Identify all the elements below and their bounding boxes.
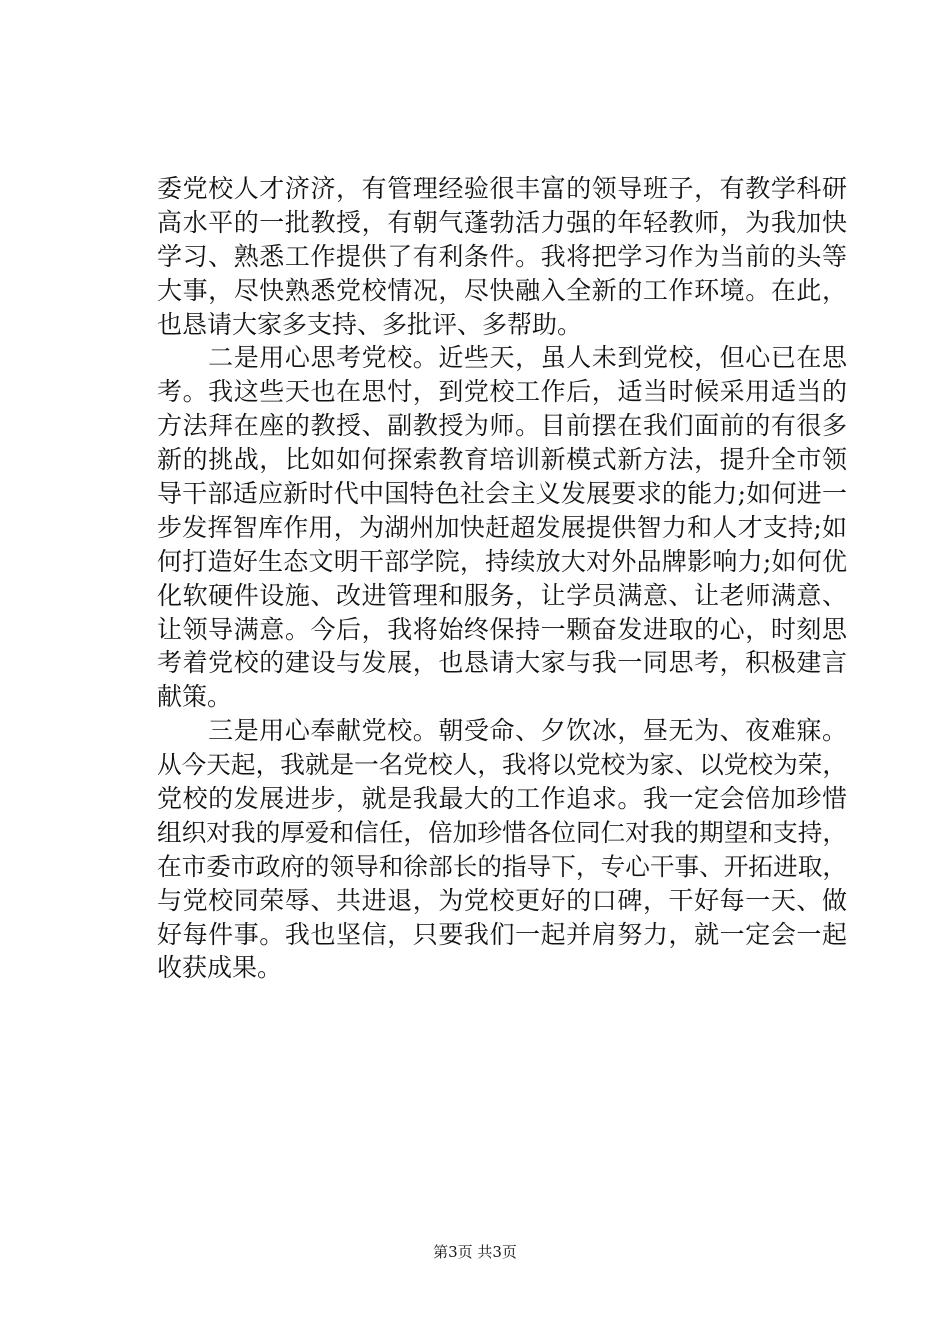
text-line: 也恳请大家多支持、多批评、多帮助。 — [157, 309, 583, 339]
text-line: 导干部适应新时代中国特色社会主义发展要求的能力;如何进一 — [157, 479, 847, 509]
text-line: 大事，尽快熟悉党校情况，尽快融入全新的工作环境。在此， — [157, 275, 847, 305]
text-line: 献策。 — [157, 682, 233, 712]
text-line: 步发挥智库作用，为湖州加快赶超发展提供智力和人才支持;如 — [157, 512, 847, 542]
text-line: 组织对我的厚爱和信任，倍加珍惜各位同仁对我的期望和支持， — [157, 817, 847, 847]
text-line: 考着党校的建设与发展，也恳请大家与我一同思考，积极建言 — [157, 648, 847, 678]
text-line: 党校的发展进步，就是我最大的工作追求。我一定会倍加珍惜 — [157, 784, 847, 814]
text-line: 好每件事。我也坚信，只要我们一起并肩努力，就一定会一起 — [157, 919, 847, 949]
text-line: 考。我这些天也在思忖，到党校工作后，适当时候采用适当的 — [157, 377, 847, 407]
text-line: 委党校人才济济，有管理经验很丰富的领导班子，有教学科研 — [157, 174, 847, 203]
text-line: 学习、熟悉工作提供了有利条件。我将把学习作为当前的头等 — [157, 241, 847, 271]
text-line: 方法拜在座的教授、副教授为师。目前摆在我们面前的有很多 — [157, 411, 847, 441]
text-line: 新的挑战，比如如何探索教育培训新模式新方法，提升全市领 — [157, 445, 847, 475]
text-line: 在市委市政府的领导和徐部长的指导下，专心干事、开拓进取， — [157, 851, 847, 881]
text-line: 何打造好生态文明干部学院，持续放大对外品牌影响力;如何优 — [157, 546, 847, 576]
text-line: 收获成果。 — [157, 953, 283, 983]
text-line: 二是用心思考党校。近些天，虽人未到党校，但心已在思 — [157, 343, 847, 373]
text-line: 化软硬件设施、改进管理和服务，让学员满意、让老师满意、 — [157, 580, 847, 610]
text-line: 与党校同荣辱、共进退，为党校更好的口碑，干好每一天、做 — [157, 885, 847, 915]
text-line: 高水平的一批教授，有朝气蓬勃活力强的年轻教师，为我加快 — [157, 207, 847, 237]
text-line: 三是用心奉献党校。朝受命、夕饮冰，昼无为、夜难寐。 — [157, 716, 847, 746]
text-line: 让领导满意。今后，我将始终保持一颗奋发进取的心，时刻思 — [157, 614, 847, 644]
body-text — [157, 172, 847, 985]
text-line: 从今天起，我就是一名党校人，我将以党校为家、以党校为荣， — [157, 750, 847, 780]
page-footer: 第3页 共3页 — [433, 1243, 517, 1261]
